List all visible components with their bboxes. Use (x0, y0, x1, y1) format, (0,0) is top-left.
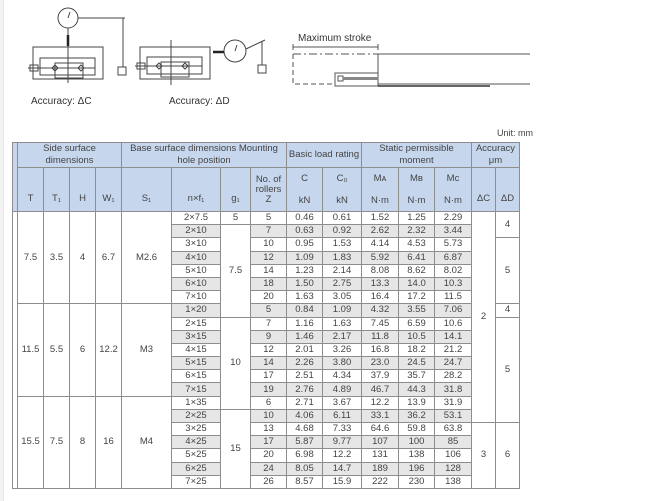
cell-C0: 1.83 (323, 251, 362, 264)
cell-MC: 138 (435, 475, 472, 488)
cell-nf: 7×15 (172, 383, 221, 396)
cell-nf: 3×10 (172, 238, 221, 251)
cell-nf: 3×25 (172, 423, 221, 436)
cell-MB: 59.8 (399, 423, 435, 436)
col-MC-symbol: Mᴄ (446, 172, 460, 184)
cell-Z: 5 (251, 304, 287, 317)
cell-MC: 11.5 (435, 291, 472, 304)
cell-S1: M3 (122, 304, 172, 396)
cell-Z: 19 (251, 383, 287, 396)
cell-C0: 2.14 (323, 264, 362, 277)
cell-MA: 7.45 (362, 317, 399, 330)
cell-Z: 10 (251, 238, 287, 251)
cell-MC: 128 (435, 462, 472, 475)
cell-MB: 1.25 (399, 212, 435, 225)
cell-dD: 6 (496, 423, 520, 489)
col-Z-label: No. of rollers (255, 173, 282, 195)
cell-nf: 6×25 (172, 462, 221, 475)
col-T: T (18, 168, 44, 212)
cell-C: 5.87 (287, 436, 323, 449)
cell-MA: 11.8 (362, 330, 399, 343)
cell-C0: 9.77 (323, 436, 362, 449)
col-S1: S₁ (122, 168, 172, 212)
cell-C: 2.26 (287, 357, 323, 370)
cell-C: 4.06 (287, 409, 323, 422)
cell-Z: 12 (251, 343, 287, 356)
cell-C: 1.09 (287, 251, 323, 264)
cell-MB: 24.5 (399, 357, 435, 370)
cell-Z: 26 (251, 475, 287, 488)
cell-C: 0.84 (287, 304, 323, 317)
cell-dC: 2 (472, 212, 496, 423)
cell-Z: 12 (251, 251, 287, 264)
header-row-groups (13, 143, 520, 168)
cell-MC: 31.8 (435, 383, 472, 396)
cell-MC: 28.2 (435, 370, 472, 383)
col-dC: ΔC (472, 168, 496, 212)
col-T1: T₁ (44, 168, 70, 212)
col-Z (251, 168, 287, 212)
cell-MA: 1.52 (362, 212, 399, 225)
cell-MC: 85 (435, 436, 472, 449)
cell-MB: 100 (399, 436, 435, 449)
cell-S1: M4 (122, 396, 172, 488)
cell-nf: 7×10 (172, 291, 221, 304)
cell-MB: 4.53 (399, 238, 435, 251)
cell-MC: 31.9 (435, 396, 472, 409)
cell-MA: 4.14 (362, 238, 399, 251)
cell-T: 11.5 (18, 304, 44, 396)
cell-nf: 4×10 (172, 251, 221, 264)
cell-g1: 5 (221, 212, 251, 225)
cell-MA: 4.32 (362, 304, 399, 317)
table-row (13, 396, 520, 409)
col-C (287, 168, 323, 212)
cell-MA: 5.92 (362, 251, 399, 264)
max-stroke-diagram (290, 44, 530, 88)
cell-C: 6.98 (287, 449, 323, 462)
cell-Z: 20 (251, 449, 287, 462)
cell-nf: 6×10 (172, 277, 221, 290)
cell-MA: 13.3 (362, 277, 399, 290)
cell-Z: 10 (251, 409, 287, 422)
accuracy-c-caption: Accuracy: ΔC (31, 96, 92, 107)
cell-C: 2.76 (287, 383, 323, 396)
cell-C0: 12.2 (323, 449, 362, 462)
cell-C: 4.68 (287, 423, 323, 436)
cell-C0: 1.63 (323, 317, 362, 330)
cell-Z: 17 (251, 436, 287, 449)
accuracy-c-diagram (25, 5, 135, 83)
col-MB-symbol: Mʙ (410, 172, 423, 184)
cell-MA: 222 (362, 475, 399, 488)
cell-C: 1.63 (287, 291, 323, 304)
cell-MA: 33.1 (362, 409, 399, 422)
cell-MB: 6.59 (399, 317, 435, 330)
cell-W1: 12.2 (96, 304, 122, 396)
cell-MA: 16.4 (362, 291, 399, 304)
cell-MC: 5.73 (435, 238, 472, 251)
col-MC-unit: N·m (444, 194, 462, 206)
cell-Z: 20 (251, 291, 287, 304)
col-C-unit: kN (298, 194, 311, 206)
cell-H: 6 (70, 304, 96, 396)
cell-MA: 189 (362, 462, 399, 475)
cell-C: 1.50 (287, 277, 323, 290)
cell-C0: 0.61 (323, 212, 362, 225)
cell-C0: 4.89 (323, 383, 362, 396)
header-static-moment: Static permissible moment (362, 143, 472, 168)
cell-C0: 3.05 (323, 291, 362, 304)
cell-MA: 16.8 (362, 343, 399, 356)
cell-MB: 18.2 (399, 343, 435, 356)
cell-MA: 8.08 (362, 264, 399, 277)
header-base-surface: Base surface dimensions Mounting hole position (122, 143, 287, 168)
cell-Z: 13 (251, 423, 287, 436)
cell-MB: 8.62 (399, 264, 435, 277)
cell-Z: 9 (251, 330, 287, 343)
cell-Z: 7 (251, 317, 287, 330)
cell-g1: 7.5 (221, 225, 251, 317)
cell-C: 2.01 (287, 343, 323, 356)
cell-MC: 63.8 (435, 423, 472, 436)
col-MB (399, 168, 435, 212)
cell-MC: 10.3 (435, 277, 472, 290)
cell-MA: 107 (362, 436, 399, 449)
cell-MB: 2.32 (399, 225, 435, 238)
cell-dD: 5 (496, 238, 520, 304)
cell-MA: 46.7 (362, 383, 399, 396)
cell-g1: 15 (221, 409, 251, 488)
cell-MB: 10.5 (399, 330, 435, 343)
cell-g1: 10 (221, 317, 251, 409)
cell-S1: M2.6 (122, 212, 172, 304)
cell-nf: 2×25 (172, 409, 221, 422)
max-stroke-label: Maximum stroke (298, 33, 372, 44)
cell-Z: 14 (251, 357, 287, 370)
cell-MA: 131 (362, 449, 399, 462)
cell-nf: 1×20 (172, 304, 221, 317)
cell-MB: 230 (399, 475, 435, 488)
cell-MB: 3.55 (399, 304, 435, 317)
cell-C0: 3.26 (323, 343, 362, 356)
cell-C0: 2.75 (323, 277, 362, 290)
col-C0-symbol: C₀ (336, 172, 348, 184)
cell-MC: 8.02 (435, 264, 472, 277)
cell-MB: 17.2 (399, 291, 435, 304)
cell-MB: 35.7 (399, 370, 435, 383)
cell-C0: 1.53 (323, 238, 362, 251)
cell-C0: 15.9 (323, 475, 362, 488)
cell-C0: 0.92 (323, 225, 362, 238)
cell-Z: 14 (251, 264, 287, 277)
cell-MB: 36.2 (399, 409, 435, 422)
cell-nf: 6×15 (172, 370, 221, 383)
cell-MA: 37.9 (362, 370, 399, 383)
cell-MA: 2.62 (362, 225, 399, 238)
cell-T1: 3.5 (44, 212, 70, 304)
cell-nf: 1×35 (172, 396, 221, 409)
cell-MC: 3.44 (435, 225, 472, 238)
accuracy-d-caption: Accuracy: ΔD (169, 96, 230, 107)
cell-H: 4 (70, 212, 96, 304)
cell-Z: 7 (251, 225, 287, 238)
cell-MC: 53.1 (435, 409, 472, 422)
cell-MB: 196 (399, 462, 435, 475)
cell-C0: 4.34 (323, 370, 362, 383)
col-MC (435, 168, 472, 212)
unit-label: Unit: mm (497, 128, 533, 138)
table-row (13, 304, 520, 317)
cell-MB: 44.3 (399, 383, 435, 396)
cell-C0: 3.67 (323, 396, 362, 409)
cell-H: 8 (70, 396, 96, 488)
cell-MC: 14.1 (435, 330, 472, 343)
cell-MB: 14.0 (399, 277, 435, 290)
cell-MC: 106 (435, 449, 472, 462)
cell-C: 1.46 (287, 330, 323, 343)
cell-C0: 2.17 (323, 330, 362, 343)
cell-MB: 13.9 (399, 396, 435, 409)
cell-nf: 2×15 (172, 317, 221, 330)
col-C-symbol: C (301, 172, 308, 184)
cell-MA: 64.6 (362, 423, 399, 436)
col-MA-symbol: Mᴀ (373, 172, 387, 184)
col-g1: g₁ (221, 168, 251, 212)
cell-MC: 2.29 (435, 212, 472, 225)
cell-C: 0.95 (287, 238, 323, 251)
cell-T1: 7.5 (44, 396, 70, 488)
cell-C: 2.71 (287, 396, 323, 409)
cell-MB: 6.41 (399, 251, 435, 264)
cell-Z: 6 (251, 396, 287, 409)
col-Z-symbol: Z (265, 193, 272, 205)
cell-T1: 5.5 (44, 304, 70, 396)
cell-C: 1.23 (287, 264, 323, 277)
cell-nf: 2×7.5 (172, 212, 221, 225)
cell-Z: 17 (251, 370, 287, 383)
cell-C0: 1.09 (323, 304, 362, 317)
header-row-columns (13, 168, 520, 212)
cell-nf: 4×15 (172, 343, 221, 356)
col-C0-unit: kN (336, 194, 348, 206)
cell-dD: 4 (496, 212, 520, 238)
cell-C0: 3.80 (323, 357, 362, 370)
col-H: H (70, 168, 96, 212)
cell-nf: 4×25 (172, 436, 221, 449)
col-C0 (323, 168, 362, 212)
cell-T: 7.5 (18, 212, 44, 304)
cell-C: 0.63 (287, 225, 323, 238)
col-MB-unit: N·m (407, 194, 426, 206)
cell-C0: 7.33 (323, 423, 362, 436)
cell-MC: 10.6 (435, 317, 472, 330)
cell-nf: 2×10 (172, 225, 221, 238)
accuracy-d-diagram (135, 35, 270, 85)
cell-MC: 6.87 (435, 251, 472, 264)
cell-Z: 5 (251, 212, 287, 225)
cell-W1: 6.7 (96, 212, 122, 304)
col-MA (362, 168, 399, 212)
cell-nf: 5×15 (172, 357, 221, 370)
cell-C0: 14.7 (323, 462, 362, 475)
cell-MC: 24.7 (435, 357, 472, 370)
cell-dC: 3 (472, 423, 496, 489)
cell-T: 15.5 (18, 396, 44, 488)
cell-Z: 24 (251, 462, 287, 475)
col-nf: n×f₁ (172, 168, 221, 212)
cell-MA: 23.0 (362, 357, 399, 370)
cell-MC: 21.2 (435, 343, 472, 356)
col-W1: W₁ (96, 168, 122, 212)
cell-MA: 12.2 (362, 396, 399, 409)
page-left-edge (0, 0, 4, 501)
cell-MC: 7.06 (435, 304, 472, 317)
cell-nf: 5×25 (172, 449, 221, 462)
cell-nf: 3×15 (172, 330, 221, 343)
table-row (13, 212, 520, 225)
col-MA-unit: N·m (371, 194, 389, 206)
header-accuracy: Accuracy μm (472, 143, 520, 168)
cell-C: 1.16 (287, 317, 323, 330)
cell-C: 8.05 (287, 462, 323, 475)
cell-C: 2.51 (287, 370, 323, 383)
cell-W1: 16 (96, 396, 122, 488)
cell-dD: 4 (496, 304, 520, 317)
cell-C: 8.57 (287, 475, 323, 488)
cell-C0: 6.11 (323, 409, 362, 422)
header-side-surface: Side surface dimensions (18, 143, 122, 168)
cell-dD: 5 (496, 317, 520, 423)
header-basic-load: Basic load rating (287, 143, 362, 168)
cell-nf: 7×25 (172, 475, 221, 488)
cell-MB: 138 (399, 449, 435, 462)
cell-nf: 5×10 (172, 264, 221, 277)
cell-Z: 18 (251, 277, 287, 290)
col-dD: ΔD (496, 168, 520, 212)
cell-C: 0.46 (287, 212, 323, 225)
spec-table (12, 142, 520, 489)
